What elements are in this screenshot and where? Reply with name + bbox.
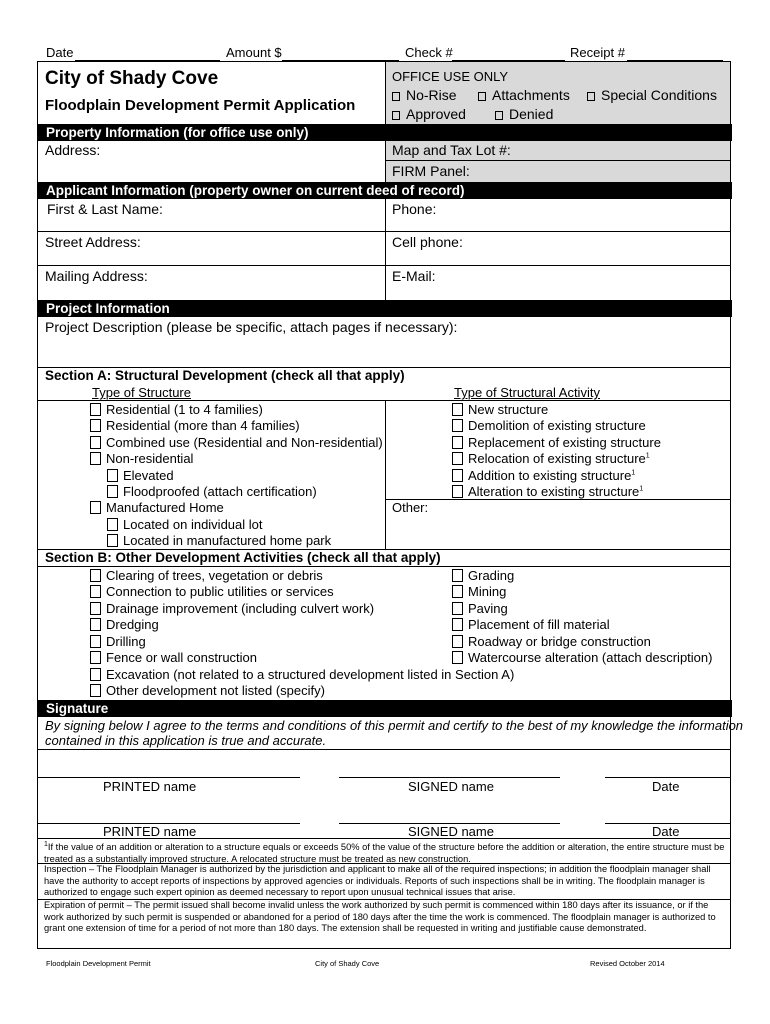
combined-use-label: Combined use (Residential and Non-residential) <box>106 435 383 450</box>
individual-lot-label: Located on individual lot <box>123 517 263 532</box>
cell-phone-label: Cell phone: <box>392 234 463 250</box>
checkbox-combined-use[interactable] <box>90 436 101 449</box>
clearing-label: Clearing of trees, vegetation or debris <box>106 568 323 583</box>
printed-name-label-2: PRINTED name <box>103 824 197 839</box>
office-attachments[interactable]: Attachments <box>478 87 570 103</box>
replacement-label: Replacement of existing structure <box>468 435 661 450</box>
firm-panel-label: FIRM Panel: <box>392 163 470 179</box>
property-info-bar: Property Information (for office use only) <box>38 124 732 141</box>
checkbox-watercourse[interactable] <box>452 651 463 664</box>
expiration-text: Expiration of permit – The permit issued shall become invalid unless the work authorized by such permit is commenced within 180 days after its issuance, or if the work authorized by such permit is suspended or abandoned for a period of 180 days after the time the work is commenced. The floodplain manager is authorized to grant one extension of time for a period of not more than 180 days. The extension shall be requested in writing and justifiable cause demonstrated. <box>44 900 716 933</box>
footer-right: Revised October 2014 <box>590 959 665 968</box>
checkbox-grading[interactable] <box>452 569 463 582</box>
roadway-label: Roadway or bridge construction <box>468 634 651 649</box>
fill-label: Placement of fill material <box>468 617 610 632</box>
type-of-activity-heading: Type of Structural Activity <box>454 385 600 400</box>
signature-statement-2: contained in this application is true and accurate. <box>45 733 327 748</box>
non-residential-label: Non-residential <box>106 451 194 466</box>
signed-name-line-1[interactable] <box>339 777 560 778</box>
dredging-label: Dredging <box>106 617 159 632</box>
signed-name-label-2: SIGNED name <box>408 824 494 839</box>
office-no-rise[interactable]: No-Rise <box>392 87 457 103</box>
checkbox-relocation[interactable] <box>452 452 463 465</box>
other-development-label: Other development not listed (specify) <box>106 683 325 698</box>
floodproofed-label: Floodproofed (attach certification) <box>123 484 317 499</box>
mailing-address-label: Mailing Address: <box>45 268 148 284</box>
street-address-label: Street Address: <box>45 234 141 250</box>
office-approved[interactable]: Approved <box>392 106 466 122</box>
drilling-label: Drilling <box>106 634 146 649</box>
printed-name-line-1[interactable] <box>38 777 300 778</box>
checkbox-residential-more-4[interactable] <box>90 419 101 432</box>
type-of-structure-heading: Type of Structure <box>92 385 191 400</box>
manufactured-home-label: Manufactured Home <box>106 500 224 515</box>
receipt-label: Receipt # <box>570 45 625 60</box>
applicant-info-bar: Applicant Information (property owner on current deed of record) <box>38 182 732 199</box>
checkbox-drilling[interactable] <box>90 635 101 648</box>
city-title: City of Shady Cove <box>45 68 219 89</box>
new-structure-label: New structure <box>468 402 549 417</box>
checkbox-mining[interactable] <box>452 585 463 598</box>
date-label-2: Date <box>652 824 680 839</box>
checkbox-elevated[interactable] <box>107 469 118 482</box>
checkbox-dredging[interactable] <box>90 618 101 631</box>
home-park-label: Located in manufactured home park <box>123 533 332 548</box>
excavation-label: Excavation (not related to a structured development listed in Section A) <box>106 667 515 682</box>
date-line-1[interactable] <box>605 777 730 778</box>
footer-center: City of Shady Cove <box>315 959 380 968</box>
checkbox-utilities[interactable] <box>90 585 101 598</box>
watercourse-label: Watercourse alteration (attach description) <box>468 650 713 665</box>
project-info-bar: Project Information <box>38 300 732 317</box>
checkbox-non-residential[interactable] <box>90 452 101 465</box>
checkbox-other-development[interactable] <box>90 684 101 697</box>
checkbox-replacement[interactable] <box>452 436 463 449</box>
checkbox-residential-1-4[interactable] <box>90 403 101 416</box>
signed-name-label-1: SIGNED name <box>408 779 494 794</box>
checkbox-excavation[interactable] <box>90 668 101 681</box>
checkbox-manufactured-home[interactable] <box>90 501 101 514</box>
date-label-1: Date <box>652 779 680 794</box>
checkbox-new-structure[interactable] <box>452 403 463 416</box>
checkbox-clearing[interactable] <box>90 569 101 582</box>
checkbox-fence[interactable] <box>90 651 101 664</box>
elevated-label: Elevated <box>123 468 174 483</box>
signature-bar: Signature <box>38 700 732 717</box>
office-denied[interactable]: Denied <box>495 106 553 122</box>
map-tax-lot-label: Map and Tax Lot #: <box>392 142 511 158</box>
property-address-label: Address: <box>45 142 101 158</box>
checkbox-fill[interactable] <box>452 618 463 631</box>
inspection-text: Inspection – The Floodplain Manager is authorized by the jurisdiction and applicant to make all of the required inspections; in addition the floodplain manager shall have the authority to accept reports of inspections by approved agencies or individuals. Reports of such inspections shall be in writing. The floodplain manager is authorized to engage such expert opinion as deemed necessary to report upon unusual technical issues that arise. <box>44 864 711 897</box>
paving-label: Paving <box>468 601 508 616</box>
drainage-label: Drainage improvement (including culvert work) <box>106 601 375 616</box>
checkbox-alteration[interactable] <box>452 485 463 498</box>
utilities-label: Connection to public utilities or services <box>106 584 334 599</box>
check-label: Check # <box>405 45 453 60</box>
section-a-title: Section A: Structural Development (check all that apply) <box>45 368 405 383</box>
footnote-text: $^1$If the value of an addition or alteration to a structure equals or exceeds 50% of the value of the structure before the addition or alteration, the entire structure must be treated as a substantially improved structure. A relocated structure must be treated as new construction. <box>44 841 725 864</box>
form-title: Floodplain Development Permit Application <box>45 97 356 114</box>
section-b-title: Section B: Other Development Activities (check all that apply) <box>45 550 441 565</box>
relocation-label: Relocation of existing structure$^1$ <box>468 451 650 466</box>
printed-name-label-1: PRINTED name <box>103 779 197 794</box>
amount-label: Amount $ <box>226 45 282 60</box>
residential-more-4-label: Residential (more than 4 families) <box>106 418 300 433</box>
other-structure-label: Other: <box>392 500 429 515</box>
applicant-name-label: First & Last Name: <box>47 201 163 217</box>
checkbox-home-park[interactable] <box>107 534 118 547</box>
fence-label: Fence or wall construction <box>106 650 258 665</box>
checkbox-roadway[interactable] <box>452 635 463 648</box>
demolition-label: Demolition of existing structure <box>468 418 646 433</box>
date-label: Date <box>46 45 74 60</box>
office-special-conditions[interactable]: Special Conditions <box>587 87 717 103</box>
checkbox-drainage[interactable] <box>90 602 101 615</box>
checkbox-demolition[interactable] <box>452 419 463 432</box>
checkbox-floodproofed[interactable] <box>107 485 118 498</box>
signature-statement-1: By signing below I agree to the terms and conditions of this permit and certify to the best of my knowledge the information <box>45 718 744 733</box>
footer-left: Floodplain Development Permit <box>46 959 151 968</box>
addition-label: Addition to existing structure$^1$ <box>468 468 636 483</box>
alteration-label: Alteration to existing structure$^1$ <box>468 484 644 499</box>
checkbox-individual-lot[interactable] <box>107 518 118 531</box>
mining-label: Mining <box>468 584 507 599</box>
checkbox-paving[interactable] <box>452 602 463 615</box>
phone-label: Phone: <box>392 201 437 217</box>
grading-label: Grading <box>468 568 515 583</box>
project-description-label: Project Description (please be specific, attach pages if necessary): <box>45 319 458 335</box>
email-label: E-Mail: <box>392 268 436 284</box>
office-use-label: OFFICE USE ONLY <box>392 69 509 84</box>
checkbox-addition[interactable] <box>452 469 463 482</box>
residential-1-4-label: Residential (1 to 4 families) <box>106 402 263 417</box>
